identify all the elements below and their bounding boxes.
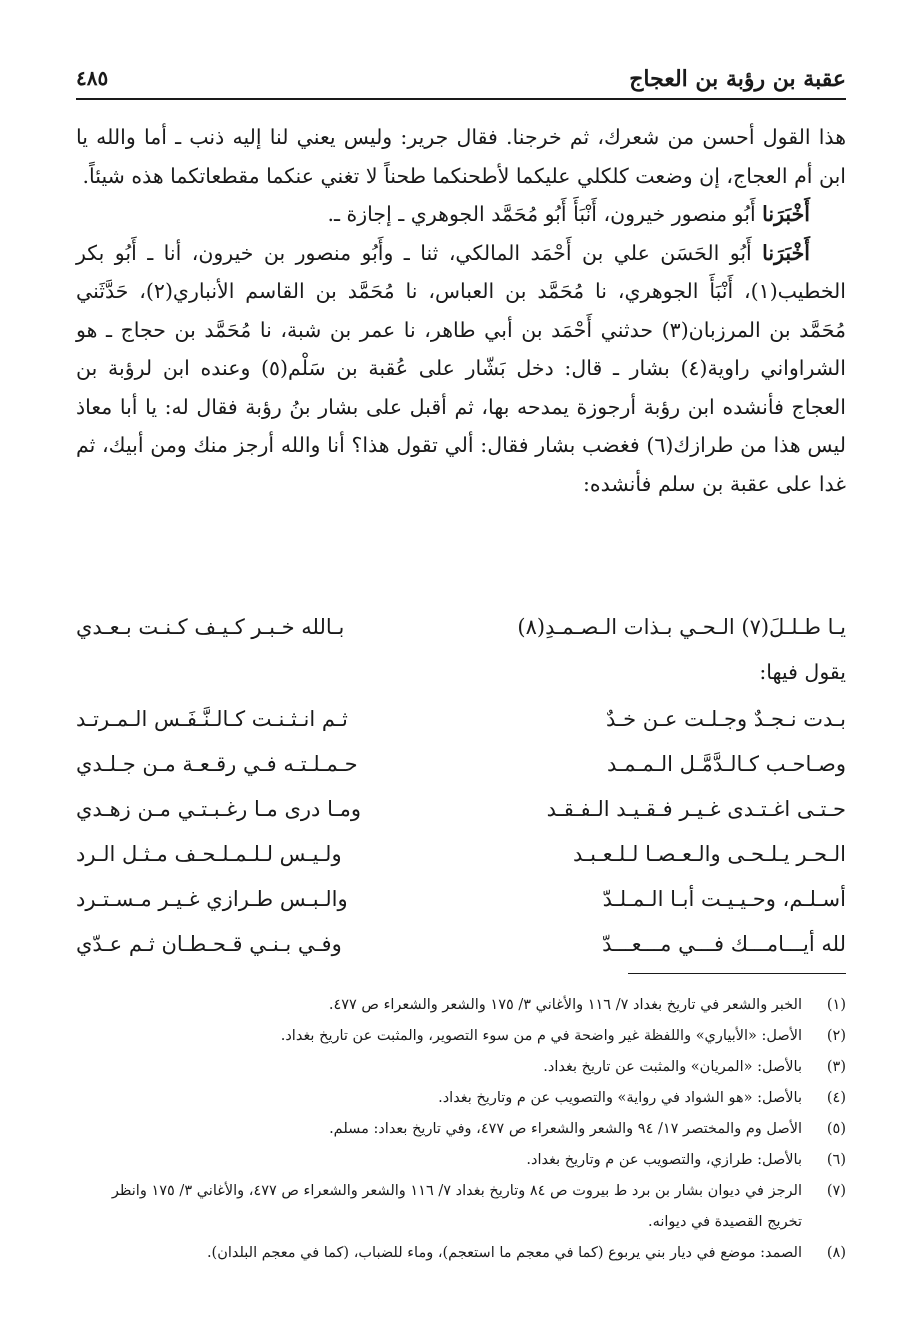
verse-hemistich-first: أسـلـم، وحـيـيـت أبـا الـمـلـدّ	[602, 886, 846, 911]
footnote-number: (٦)	[826, 1152, 846, 1168]
footnote-number: (٣)	[826, 1059, 846, 1075]
paragraph-2	[76, 195, 846, 234]
verse-row	[76, 696, 846, 741]
footnotes	[76, 990, 846, 1269]
verse-row	[76, 741, 846, 786]
footnote	[76, 1176, 846, 1238]
footnote-number: (١)	[826, 997, 846, 1013]
paragraph-3-lead: أَخْبَرَنا	[762, 240, 810, 265]
footnote-number: (٥)	[826, 1121, 846, 1137]
verse-hemistich-first: الـحـر يـلـحـى والـعـصـا لـلـعـبـد	[572, 841, 846, 866]
page-number: ٤٨٥	[76, 66, 109, 90]
footnote	[76, 990, 846, 1021]
footnote-text: بالأصل: طرازي، والتصويب عن م وتاريخ بغداد.	[526, 1152, 802, 1168]
footnote-text: الصمد: موضع في ديار بني يربوع (كما في معجم ما استعجم)، وماء للضباب، (كما في معجم البلدان).	[206, 1245, 802, 1261]
verse-hemistich-second: ثـم انـثـنـت كـالـنَّـفَـس الـمـرتـد	[76, 706, 348, 731]
paragraph-3	[76, 234, 846, 504]
verse-hemistich-second: بـالله خـبـر كـيـف كـنـت بـعـدي	[76, 614, 345, 639]
footnote-number: (٨)	[826, 1245, 846, 1261]
verse-row	[76, 921, 846, 966]
footnote-text: الأصل وم والمختصر ١٧/ ٩٤ والشعر والشعراء ص ٤٧٧، وفي تاريخ بعداد: مسلم.	[329, 1121, 802, 1137]
verse-hemistich-first: لله أيـــامـــك فـــي مـــعـــدّ	[602, 931, 846, 956]
verse-hemistich-first: بـدت نـجـدٌ وجـلـت عـن خـدٌ	[605, 706, 846, 731]
verse-hemistich-first: يـا طـلـلَ(٧) الـحـي بـذات الـصـمـدِ(٨)	[517, 614, 846, 639]
paragraph-3-text: أَبُو الحَسَن علي بن أَحْمَد المالكي، ثنا ـ وأَبُو منصور بن خيرون، أنا ـ أَبُو بكر الخطيب(١)، أَنْبَأَ الجوهري، نا مُحَمَّد بن العباس، نا مُحَمَّد بن القاسم الأنباري(٢)، حَدَّثَني مُحَمَّد بن المرزبان(٣) حدثني أَحْمَد بن أبي طاهر، نا عمر بن شبة، نا مُحَمَّد بن حجاج ـ هو الشراواني راوية(٤) بشار ـ قال: دخل بَشّار على عُقبة بن سَلْم(٥) وعنده ابن لرؤبة بن العجاج فأنشده ابن رؤبة أرجوزة يمدحه بها، ثم أقبل على بشار بنُ رؤبة فقال له: يا أبا معاذ ليس هذا من طرازك(٦) فغضب بشار فقال: ألي تقول هذا؟ أنا والله أرجز منك ومن أبيك، ثم غدا على عقبة بن سلم فأنشده:	[76, 240, 846, 496]
footnote	[76, 1083, 846, 1114]
footnote	[76, 1145, 846, 1176]
verse-hemistich-second: حـمـلـتـه فـي رقـعـة مـن جـلـدي	[76, 751, 358, 776]
paragraph-2-text: أَبُو منصور خيرون، أَنْبَأَ أَبُو مُحَمَّد الجوهري ـ إجازة ـ.	[327, 202, 763, 226]
running-header	[76, 62, 846, 100]
footnote-text: الخبر والشعر في تاريخ بغداد ٧/ ١١٦ والأغاني ٣/ ١٧٥ والشعر والشعراء ص ٤٧٧.	[328, 997, 802, 1013]
footnote	[76, 1238, 846, 1269]
verse-opening	[76, 604, 846, 649]
verse-hemistich-second: ومـا درى مـا رغـبـتـي مـن زهـدي	[76, 796, 362, 821]
footnote	[76, 1052, 846, 1083]
main-text	[76, 118, 846, 503]
footnote-text: الأصل: «الأبياري» واللفظة غير واضحة في م من سوء التصوير، والمثبت عن تاريخ بغداد.	[280, 1028, 802, 1044]
verse-hemistich-first: وصـاحـب كـالـدَّمَّـل الـمـمـد	[606, 751, 846, 776]
footnote-number: (٤)	[826, 1090, 846, 1106]
verse-hemistich-first: حـتـى اغـتـدى غـيـر فـقـيـد الـفـقـد	[546, 796, 846, 821]
verse-row	[76, 604, 846, 649]
footnote-text: بالأصل: «هو الشواد في رواية» والتصويب عن م وتاريخ بغداد.	[438, 1090, 802, 1106]
verse-row	[76, 876, 846, 921]
verse-hemistich-second: والـبـس طـرازي غـيـر مـسـتـرد	[76, 886, 348, 911]
says-in-it-line: يقول فيها:	[759, 660, 846, 684]
verse-body	[76, 696, 846, 966]
verse-row	[76, 786, 846, 831]
footnote	[76, 1114, 846, 1145]
paragraph-2-lead: أَخْبَرَنا	[762, 202, 810, 226]
footnote-text: بالأصل: «المريان» والمثبت عن تاريخ بغداد.	[543, 1059, 802, 1075]
footnote-divider	[628, 973, 846, 974]
verse-row	[76, 831, 846, 876]
paragraph-1: هذا القول أحسن من شعرك، ثم خرجنا. فقال جرير: وليس يعني لنا إليه ذنب ـ أما والله يا ابن أم العجاج، إن وضعت كلكلي عليكما لأطحنكما طحناً لا تغني عنكما مقطعاتكما هذه شيئاً.	[76, 125, 846, 188]
verse-hemistich-second: وفـي بـنـي قـحـطـان ثـم عـدّي	[76, 931, 342, 956]
header-title: عقبة بن رؤبة بن العجاج	[629, 66, 846, 92]
footnote-number: (٧)	[826, 1183, 846, 1199]
footnote	[76, 1021, 846, 1052]
footnote-number: (٢)	[826, 1028, 846, 1044]
verse-hemistich-second: ولـيـس لـلـمـلـحـف مـثـل الـرد	[76, 841, 342, 866]
footnote-text: الرجز في ديوان بشار بن برد ط بيروت ص ٨٤ وتاريخ بغداد ٧/ ١١٦ والشعر والشعراء ص ٤٧٧، والأغاني ٣/ ١٧٥ وانظر تخريج القصيدة في ديوانه.	[111, 1183, 802, 1230]
